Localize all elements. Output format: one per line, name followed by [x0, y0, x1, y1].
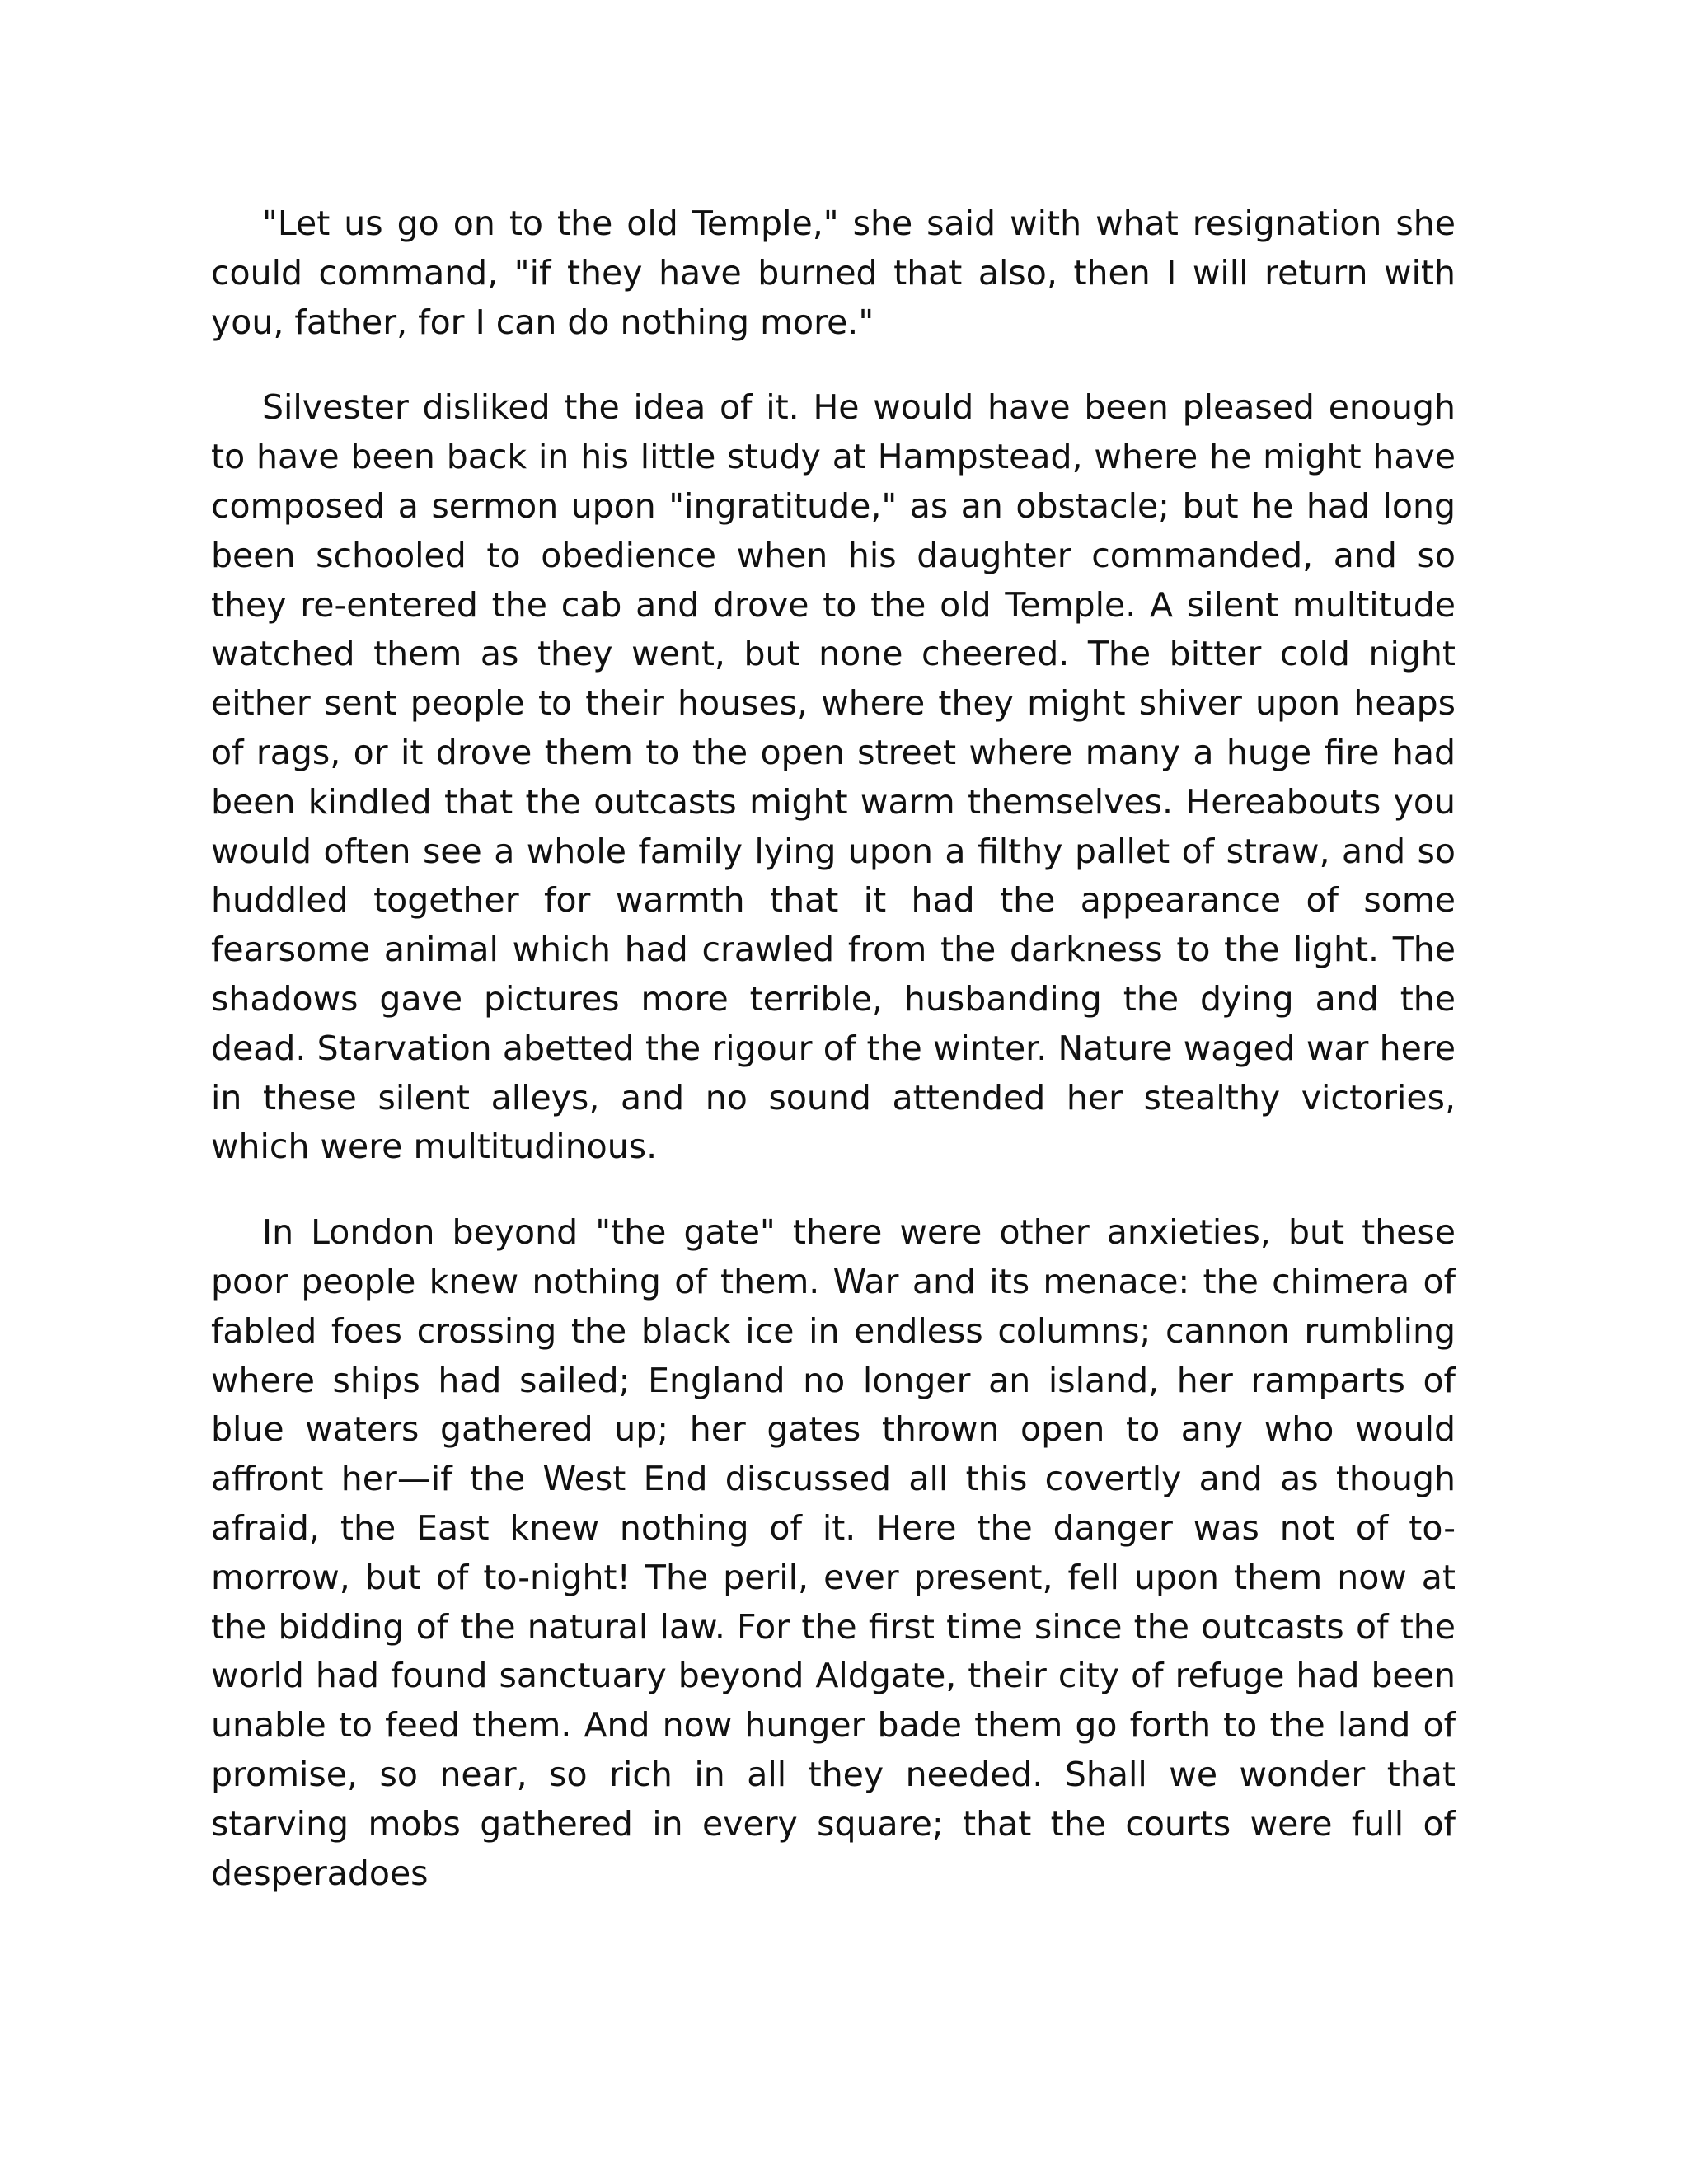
paragraph-2: Silvester disliked the idea of it. He would have been pleased enough to have been back in his little study at Hampstead, where he might have composed a sermon upon "ingratitude," as an obstacle; but he had long been schooled to obedience when his daughter commanded, and so they re-entered the cab and drove to the old Temple. A silent multitude watched them as they went, but none cheered. The bitter cold night either sent people to their houses, where they might shiver upon heaps of rags, or it drove them to the open street where many a huge fire had been kindled that the outcasts might warm themselves. Hereabouts you would often see a whole family lying upon a filthy pallet of straw, and so huddled together for warmth that it had the appearance of some fearsome animal which had crawled from the darkness to the light. The shadows gave pictures more terrible, husbanding the dying and the dead. Starvation abetted the rigour of the winter. Nature waged war here in these silent alleys, and no sound attended her stealthy victories, which were multitudinous. [211, 387, 1456, 1167]
paragraph-3: In London beyond "the gate" there were other anxieties, but these poor people knew nothing of them. War and its menace: the chimera of fabled foes crossing the black ice in endless columns; cannon rumbling where ships had sailed; England no longer an island, her ramparts of blue waters gathered up; her gates thrown open to any who would affront her—if the West End discussed all this covertly and as though afraid, the East knew nothing of it. Here the danger was not of to-morrow, but of to-night! The peril, ever present, fell upon them now at the bidding of the natural law. For the first time since the outcasts of the world had found sanctuary beyond Aldgate, their city of refuge had been unable to feed them. And now hunger bade them go forth to the land of promise, so near, so rich in all they needed. Shall we wonder that starving mobs gathered in every square; that the courts were full of desperadoes [211, 1212, 1456, 1893]
paragraph-1: "Let us go on to the old Temple," she said with what resignation she could command, "if they have burned that also, then I will return with you, father, for I can do nothing more." [211, 204, 1456, 342]
page-body [211, 199, 1456, 1898]
